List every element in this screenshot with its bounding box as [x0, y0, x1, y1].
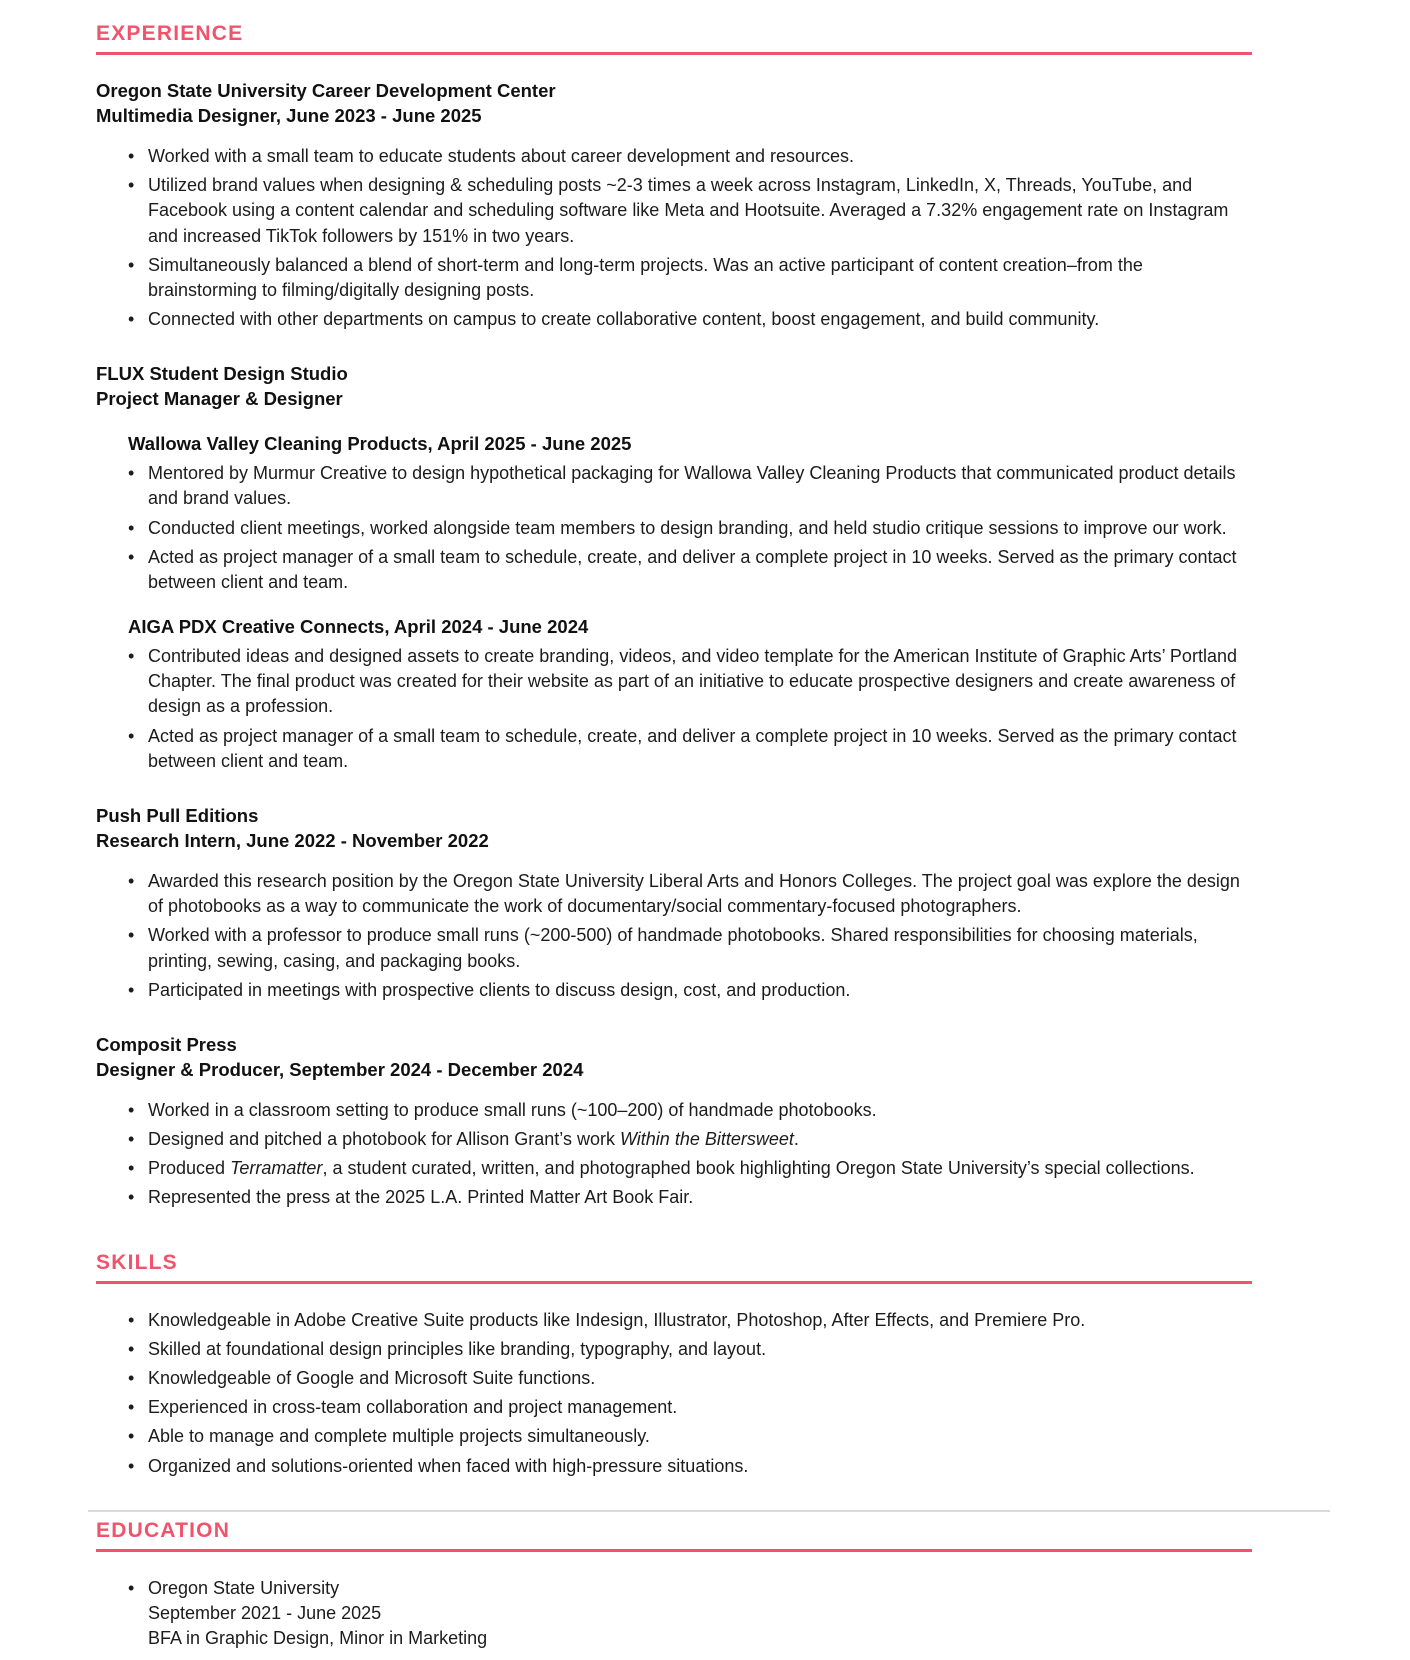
project-title: Wallowa Valley Cleaning Products, April 2025 - June 2025 — [128, 433, 632, 455]
job-osu-career-center — [96, 79, 1252, 332]
bullet-item: • Mentored by Murmur Creative to design hypothetical packaging for Wallowa Valley Cleaning Products that communicated product details and brand values. — [96, 461, 1252, 511]
education-dates: September 2021 - June 2025 — [148, 1602, 382, 1623]
bullet-text: . — [793, 1129, 799, 1149]
bullet-item — [96, 1156, 1252, 1181]
bullet-item: • Connected with other departments on campus to create collaborative content, boost engagement, and build community. — [96, 307, 1252, 332]
job-bullets — [96, 869, 1252, 1003]
skills-heading: SKILLS — [96, 1251, 1252, 1284]
section-education — [96, 1519, 1252, 1652]
job-flux-studio — [96, 362, 1252, 774]
education-degree: BFA in Graphic Design, Minor in Marketing — [148, 1628, 488, 1649]
job-role: Research Intern, June 2022 - November 2022 — [96, 829, 489, 851]
bullet-item: • Utilized brand values when designing & scheduling posts ~2-3 times a week across Instagram, LinkedIn, X, Threads, YouTube, and Facebook using a content calendar and scheduling software like Meta and Hootsuite. Averaged a 7.32% engagement rate on Instagram and increased TikTok followers by 151% in two years. — [96, 173, 1252, 249]
bullet-item — [96, 1098, 1252, 1123]
job-composit-press — [96, 1033, 1252, 1211]
job-bullets — [96, 144, 1252, 332]
bullet-text: Produced — [148, 1158, 231, 1179]
bullet-item: • Acted as project manager of a small team to schedule, create, and deliver a complete project in 10 weeks. Served as the primary contact between client and team. — [96, 545, 1252, 595]
job-org: FLUX Student Design Studio — [96, 363, 348, 385]
bullet-item — [96, 1185, 1252, 1210]
bullet-text: Designed and pitched a photobook for Allison Grant’s work — [148, 1129, 620, 1149]
bullet-text: Represented the press at the 2025 L.A. Printed Matter Art Book Fair. — [148, 1187, 694, 1208]
project-title: AIGA PDX Creative Connects, April 2024 - June 2024 — [128, 616, 589, 638]
experience-heading: EXPERIENCE — [96, 22, 1252, 55]
job-role: Designer & Producer, September 2024 - December 2024 — [96, 1058, 584, 1080]
bullet-item: • Knowledgeable in Adobe Creative Suite products like Indesign, Illustrator, Photoshop, After Effects, and Premiere Pro. — [96, 1308, 1252, 1333]
section-skills — [96, 1251, 1252, 1479]
bullet-item — [96, 1576, 1252, 1652]
education-bullets — [96, 1576, 1252, 1652]
bullet-text: , a student curated, written, and photographed book highlighting Oregon State University’s special collections. — [322, 1158, 1195, 1179]
project-wallowa-valley — [96, 432, 1252, 595]
bullet-item: • Experienced in cross-team collaboration and project management. — [96, 1395, 1252, 1420]
bullet-item: • Conducted client meetings, worked alongside team members to design branding, and held studio critique sessions to improve our work. — [96, 516, 1252, 541]
job-push-pull-editions — [96, 804, 1252, 1003]
job-org: Oregon State University Career Development Center — [96, 80, 556, 101]
bullet-item — [96, 1127, 1252, 1152]
bullet-item: • Organized and solutions-oriented when faced with high-pressure situations. — [96, 1454, 1252, 1479]
section-experience — [96, 22, 1252, 1211]
bullet-item: • Simultaneously balanced a blend of short-term and long-term projects. Was an active participant of content creation–from the brainstorming to filming/digitally designing posts. — [96, 253, 1252, 303]
project-bullets — [96, 644, 1252, 774]
job-org: Push Pull Editions — [96, 805, 259, 826]
bullet-item: • Awarded this research position by the Oregon State University Liberal Arts and Honors Colleges. The project goal was explore the design of photobooks as a way to communicate the work of documentary/social commentary-focused photographers. — [96, 869, 1252, 919]
education-heading: EDUCATION — [96, 1519, 1252, 1552]
job-bullets — [96, 1098, 1252, 1211]
bullet-item: • Skilled at foundational design principles like branding, typography, and layout. — [96, 1337, 1252, 1362]
bullet-item: • Able to manage and complete multiple projects simultaneously. — [96, 1424, 1252, 1449]
education-school: • Oregon State University — [148, 1577, 340, 1598]
bullet-item: • Knowledgeable of Google and Microsoft Suite functions. — [96, 1366, 1252, 1391]
job-role: Project Manager & Designer — [96, 388, 343, 410]
page-bottom-divider — [88, 1510, 1330, 1512]
project-bullets — [96, 461, 1252, 595]
bullet-text: Worked in a classroom setting to produce small runs (~100–200) of handmade photobooks. — [148, 1099, 877, 1120]
bullet-item: • Contributed ideas and designed assets to create branding, videos, and video template for the American Institute of Graphic Arts’ Portland Chapter. The final product was created for their website as part of an initiative to educate prospective designers and create awareness of design as a profession. — [96, 644, 1252, 720]
bullet-item: • Acted as project manager of a small team to schedule, create, and deliver a complete project in 10 weeks. Served as the primary contact between client and team. — [96, 724, 1252, 774]
work-title-italic: Within the Bittersweet — [619, 1129, 794, 1149]
bullet-item: • Worked with a professor to produce small runs (~200-500) of handmade photobooks. Shared responsibilities for choosing materials, printing, sewing, casing, and packaging books. — [96, 923, 1252, 973]
skills-bullets — [96, 1308, 1252, 1479]
bullet-item: • Participated in meetings with prospective clients to discuss design, cost, and production. — [96, 978, 1252, 1003]
work-title-italic: Terramatter — [230, 1158, 323, 1179]
job-org: Composit Press — [96, 1033, 237, 1055]
bullet-item: • Worked with a small team to educate students about career development and resources. — [96, 144, 1252, 169]
project-aiga-pdx — [96, 615, 1252, 774]
job-role: Multimedia Designer, June 2023 - June 2025 — [96, 104, 482, 126]
